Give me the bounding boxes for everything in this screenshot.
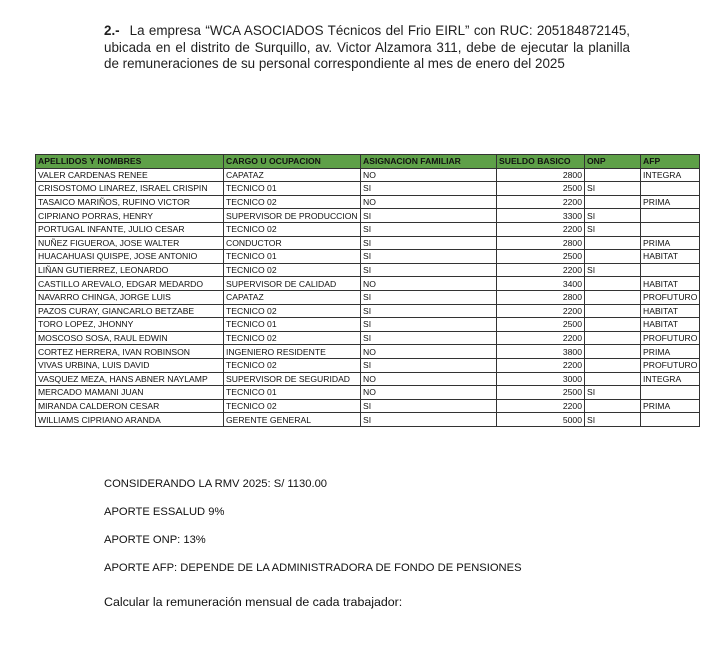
cell-asignacion: NO <box>361 195 497 209</box>
table-row <box>36 358 700 372</box>
cell-cargo: TECNICO 01 <box>224 318 361 332</box>
cell-afp <box>641 386 700 400</box>
header-onp: ONP <box>585 155 641 169</box>
cell-asignacion: SI <box>361 182 497 196</box>
cell-afp <box>641 182 700 196</box>
note-essalud: APORTE ESSALUD 9% <box>104 506 225 518</box>
cell-onp: SI <box>585 182 641 196</box>
table-row <box>36 372 700 386</box>
cell-cargo: INGENIERO RESIDENTE <box>224 345 361 359</box>
cell-nombre: MOSCOSO SOSA, RAUL EDWIN <box>36 331 224 345</box>
cell-sueldo: 2200 <box>497 222 585 236</box>
cell-cargo: TECNICO 02 <box>224 304 361 318</box>
cell-asignacion: SI <box>361 318 497 332</box>
cell-onp <box>585 195 641 209</box>
cell-afp: HABITAT <box>641 250 700 264</box>
cell-onp <box>585 168 641 182</box>
cell-cargo: GERENTE GENERAL <box>224 413 361 427</box>
cell-nombre: MERCADO MAMANI JUAN <box>36 386 224 400</box>
table-row <box>36 290 700 304</box>
table-row <box>36 250 700 264</box>
cell-nombre: TASAICO MARIÑOS, RUFINO VICTOR <box>36 195 224 209</box>
cell-nombre: LIÑAN GUTIERREZ, LEONARDO <box>36 263 224 277</box>
table-row <box>36 345 700 359</box>
note-rmv: CONSIDERANDO LA RMV 2025: S/ 1130.00 <box>104 478 328 490</box>
cell-sueldo: 3800 <box>497 345 585 359</box>
cell-onp: SI <box>585 386 641 400</box>
cell-cargo: TECNICO 02 <box>224 331 361 345</box>
cell-nombre: HUACAHUASI QUISPE, JOSE ANTONIO <box>36 250 224 264</box>
table-row <box>36 399 700 413</box>
cell-cargo: SUPERVISOR DE PRODUCCION <box>224 209 361 223</box>
cell-sueldo: 2200 <box>497 263 585 277</box>
cell-afp <box>641 222 700 236</box>
header-cargo: CARGO U OCUPACION <box>224 155 361 169</box>
cell-sueldo: 3000 <box>497 372 585 386</box>
cell-sueldo: 2800 <box>497 236 585 250</box>
cell-nombre: MIRANDA CALDERON CESAR <box>36 399 224 413</box>
cell-asignacion: NO <box>361 372 497 386</box>
cell-sueldo: 2500 <box>497 318 585 332</box>
cell-onp <box>585 318 641 332</box>
cell-nombre: WILLIAMS CIPRIANO ARANDA <box>36 413 224 427</box>
cell-nombre: VIVAS URBINA, LUIS DAVID <box>36 358 224 372</box>
cell-nombre: CRISOSTOMO LINAREZ, ISRAEL CRISPIN <box>36 182 224 196</box>
header-afp: AFP <box>641 155 700 169</box>
table-row <box>36 182 700 196</box>
cell-afp: INTEGRA <box>641 168 700 182</box>
task-instruction: Calcular la remuneración mensual de cada trabajador: <box>104 595 403 609</box>
cell-sueldo: 2800 <box>497 168 585 182</box>
cell-cargo: TECNICO 01 <box>224 182 361 196</box>
cell-asignacion: SI <box>361 222 497 236</box>
table-row <box>36 304 700 318</box>
cell-asignacion: NO <box>361 386 497 400</box>
cell-nombre: NUÑEZ FIGUEROA, JOSE WALTER <box>36 236 224 250</box>
cell-nombre: PORTUGAL INFANTE, JULIO CESAR <box>36 222 224 236</box>
cell-cargo: SUPERVISOR DE SEGURIDAD <box>224 372 361 386</box>
cell-asignacion: NO <box>361 168 497 182</box>
cell-onp: SI <box>585 413 641 427</box>
problem-text: La empresa “WCA ASOCIADOS Técnicos del Frio EIRL” con RUC: 205184872145, ubicada en el distrito de Surquillo, av. Victor Alzamora 311, debe de ejecutar la planilla de remuneraciones de su personal correspondiente al mes de enero del 2025 <box>104 23 630 72</box>
cell-sueldo: 3300 <box>497 209 585 223</box>
cell-sueldo: 2200 <box>497 331 585 345</box>
cell-asignacion: SI <box>361 209 497 223</box>
cell-onp <box>585 358 641 372</box>
cell-cargo: TECNICO 01 <box>224 386 361 400</box>
cell-onp <box>585 331 641 345</box>
cell-asignacion: SI <box>361 304 497 318</box>
cell-afp: HABITAT <box>641 318 700 332</box>
cell-asignacion: SI <box>361 236 497 250</box>
cell-sueldo: 5000 <box>497 413 585 427</box>
payroll-table <box>35 154 700 427</box>
cell-afp: INTEGRA <box>641 372 700 386</box>
cell-onp <box>585 250 641 264</box>
header-asignacion: ASIGNACION FAMILIAR <box>361 155 497 169</box>
cell-cargo: TECNICO 02 <box>224 399 361 413</box>
cell-nombre: VALER CARDENAS RENEE <box>36 168 224 182</box>
table-row <box>36 386 700 400</box>
table-row <box>36 222 700 236</box>
cell-afp: HABITAT <box>641 304 700 318</box>
header-sueldo: SUELDO BASICO <box>497 155 585 169</box>
problem-statement <box>104 23 630 73</box>
cell-sueldo: 2500 <box>497 386 585 400</box>
cell-cargo: CONDUCTOR <box>224 236 361 250</box>
table-row <box>36 331 700 345</box>
cell-afp: PROFUTURO <box>641 290 700 304</box>
table-row <box>36 236 700 250</box>
cell-afp: HABITAT <box>641 277 700 291</box>
cell-asignacion: NO <box>361 345 497 359</box>
cell-sueldo: 3400 <box>497 277 585 291</box>
cell-cargo: CAPATAZ <box>224 168 361 182</box>
cell-onp <box>585 399 641 413</box>
cell-cargo: TECNICO 02 <box>224 358 361 372</box>
cell-onp <box>585 236 641 250</box>
cell-nombre: PAZOS CURAY, GIANCARLO BETZABE <box>36 304 224 318</box>
cell-sueldo: 2500 <box>497 250 585 264</box>
table-row <box>36 209 700 223</box>
note-afp: APORTE AFP: DEPENDE DE LA ADMINISTRADORA DE FONDO DE PENSIONES <box>104 562 522 574</box>
cell-sueldo: 2200 <box>497 195 585 209</box>
table-header-row <box>36 155 700 169</box>
table-row <box>36 413 700 427</box>
cell-asignacion: SI <box>361 399 497 413</box>
cell-sueldo: 2500 <box>497 182 585 196</box>
cell-asignacion: SI <box>361 358 497 372</box>
cell-nombre: VASQUEZ MEZA, HANS ABNER NAYLAMP <box>36 372 224 386</box>
cell-asignacion: SI <box>361 413 497 427</box>
cell-cargo: SUPERVISOR DE CALIDAD <box>224 277 361 291</box>
cell-afp: PRIMA <box>641 236 700 250</box>
cell-sueldo: 2800 <box>497 290 585 304</box>
table-row <box>36 318 700 332</box>
cell-afp <box>641 413 700 427</box>
cell-cargo: TECNICO 01 <box>224 250 361 264</box>
cell-onp <box>585 345 641 359</box>
cell-onp <box>585 372 641 386</box>
cell-cargo: TECNICO 02 <box>224 263 361 277</box>
cell-asignacion: SI <box>361 290 497 304</box>
cell-asignacion: SI <box>361 250 497 264</box>
cell-nombre: NAVARRO CHINGA, JORGE LUIS <box>36 290 224 304</box>
cell-asignacion: SI <box>361 263 497 277</box>
table-row <box>36 263 700 277</box>
cell-nombre: CIPRIANO PORRAS, HENRY <box>36 209 224 223</box>
problem-number: 2.- <box>104 23 120 38</box>
cell-onp: SI <box>585 222 641 236</box>
cell-afp: PRIMA <box>641 399 700 413</box>
cell-onp: SI <box>585 209 641 223</box>
note-onp: APORTE ONP: 13% <box>104 534 206 546</box>
cell-afp: PROFUTURO <box>641 331 700 345</box>
cell-onp: SI <box>585 263 641 277</box>
cell-nombre: CORTEZ HERRERA, IVAN ROBINSON <box>36 345 224 359</box>
table-row <box>36 277 700 291</box>
cell-asignacion: NO <box>361 277 497 291</box>
cell-afp <box>641 263 700 277</box>
cell-afp <box>641 209 700 223</box>
cell-asignacion: SI <box>361 331 497 345</box>
cell-onp <box>585 304 641 318</box>
table-row <box>36 195 700 209</box>
cell-onp <box>585 277 641 291</box>
cell-sueldo: 2200 <box>497 399 585 413</box>
cell-nombre: TORO LOPEZ, JHONNY <box>36 318 224 332</box>
cell-sueldo: 2200 <box>497 304 585 318</box>
cell-nombre: CASTILLO AREVALO, EDGAR MEDARDO <box>36 277 224 291</box>
cell-afp: PROFUTURO <box>641 358 700 372</box>
cell-afp: PRIMA <box>641 195 700 209</box>
cell-cargo: CAPATAZ <box>224 290 361 304</box>
cell-afp: PRIMA <box>641 345 700 359</box>
header-apellidos: APELLIDOS Y NOMBRES <box>36 155 224 169</box>
table-row <box>36 168 700 182</box>
cell-sueldo: 2200 <box>497 358 585 372</box>
cell-onp <box>585 290 641 304</box>
cell-cargo: TECNICO 02 <box>224 222 361 236</box>
cell-cargo: TECNICO 02 <box>224 195 361 209</box>
